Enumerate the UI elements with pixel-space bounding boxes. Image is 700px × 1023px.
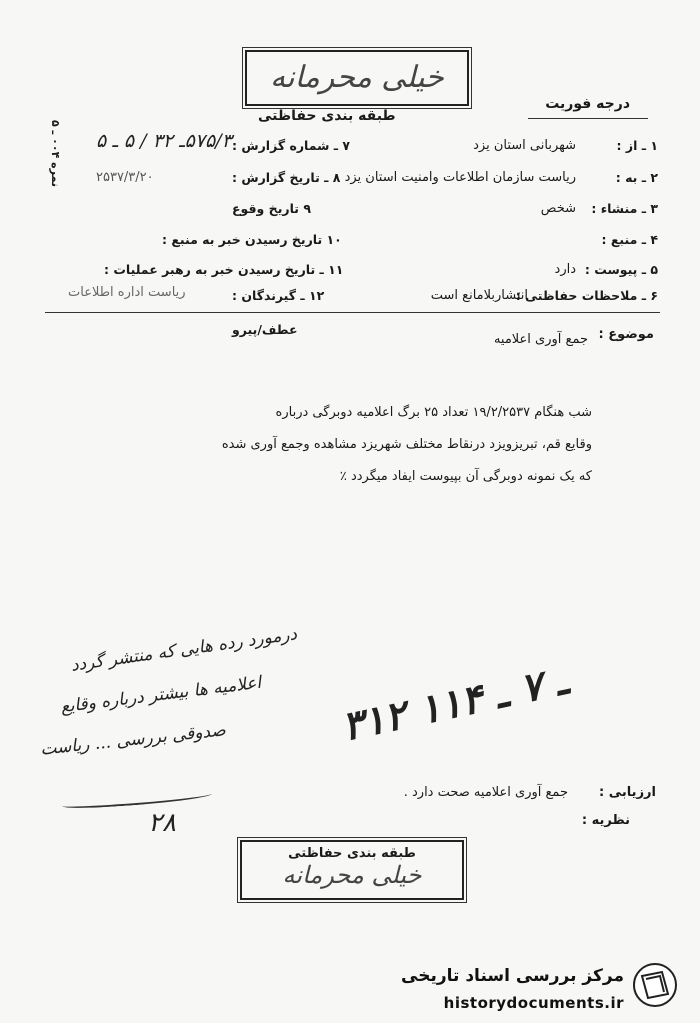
field-from-label: ۱ ـ از : — [616, 138, 658, 153]
field-origin-label: ۳ ـ منشاء : — [591, 201, 658, 216]
handwritten-note-line-2: اعلامیه ها بیشتر درباره وقایع — [59, 672, 263, 718]
reference-label: عطف/پیرو — [232, 322, 298, 337]
assessment-label: ارزیابی : — [599, 785, 656, 800]
field-news-to-leader-label: ۱۱ ـ تاریخ رسیدن خبر به رهبر عملیات : — [104, 262, 344, 277]
field-source-label: ۴ ـ منبع : — [601, 232, 658, 247]
top-stamp-text: خیلی محرمانه — [270, 60, 444, 95]
subject-label: موضوع : — [598, 327, 654, 342]
opinion-label: نظریه : — [581, 813, 630, 828]
field-report-number-value: ۵۷۵/۳ـ ۳۲ / ۵ ـ ۵ — [96, 130, 232, 152]
field-report-date-label: ۸ ـ تاریخ گزارش : — [232, 170, 341, 185]
field-recipients-label: ۱۲ ـ گیرندگان : — [232, 288, 325, 303]
watermark-logo — [632, 962, 678, 1008]
priority-label: درجه فوریت — [545, 96, 630, 112]
bottom-stamp-text: خیلی محرمانه — [282, 861, 422, 889]
assessment-value: جمع آوری اعلامیه صحت دارد . — [403, 785, 568, 800]
classification-title: طبقه بندی حفاظتی — [258, 108, 396, 124]
priority-underline — [528, 118, 648, 119]
body-line-2: وقایع قم، تبریزویزد درنقاط مختلف شهریزد مشاهده وجمع آوری شده — [221, 437, 592, 452]
bottom-stamp-title: طبقه بندی حفاظتی — [288, 846, 416, 861]
field-to-value: ریاست سازمان اطلاعات وامنیت استان یزد — [344, 170, 576, 185]
field-attachment-value: دارد — [554, 262, 576, 277]
field-news-to-source-label: ۱۰ تاریخ رسیدن خبر به منبع : — [162, 232, 342, 247]
subject-value: جمع آوری اعلامیه — [493, 332, 588, 347]
handwritten-note-line-1: درمورد رده هایی که منتشر گردد — [69, 624, 299, 676]
field-from-value: شهربانی استان یزد — [473, 138, 576, 153]
body-line-3: که یک نمونه دوبرگی آن بپیوست ایفاد میگردد ٪ — [339, 469, 592, 484]
header-separator — [45, 312, 660, 313]
side-number: نمره ۰۰۴ ـ ۵ — [49, 120, 62, 187]
handwritten-note-line-3: صدوقی بررسی ... ریاست — [39, 720, 227, 760]
watermark-url: historydocuments.ir — [443, 994, 624, 1012]
field-to-label: ۲ ـ به : — [615, 170, 658, 185]
bottom-confidential-stamp — [240, 840, 464, 900]
handwritten-underline — [62, 790, 212, 810]
field-report-number-label: ۷ ـ شماره گزارش : — [232, 138, 351, 153]
field-recipients-value: ریاست اداره اطلاعات — [68, 285, 186, 300]
field-report-date-value: ۲۵۳۷/۳/۲۰ — [96, 170, 154, 185]
field-security-label: ۶ ـ ملاحظات حفاظتی : — [515, 288, 658, 303]
field-origin-value: شخص — [540, 201, 576, 216]
handwritten-archive-number: ۳۱۲ ـ ۷ ـ ۱۱۴ — [337, 656, 572, 751]
field-security-value: انتشاربلامانع است — [430, 288, 528, 303]
watermark-title: مرکز بررسی اسناد تاریخی — [401, 966, 624, 986]
field-attachment-label: ۵ ـ پیوست : — [584, 262, 658, 277]
handwritten-signature: ۲۸ — [148, 808, 176, 838]
body-line-1: شب هنگام ۱۹/۲/۲۵۳۷ تعداد ۲۵ برگ اعلامیه دوبرگی درباره — [275, 405, 592, 420]
field-occurrence-date-label: ۹ تاریخ وقوع — [232, 201, 311, 216]
top-confidential-stamp — [245, 50, 469, 106]
